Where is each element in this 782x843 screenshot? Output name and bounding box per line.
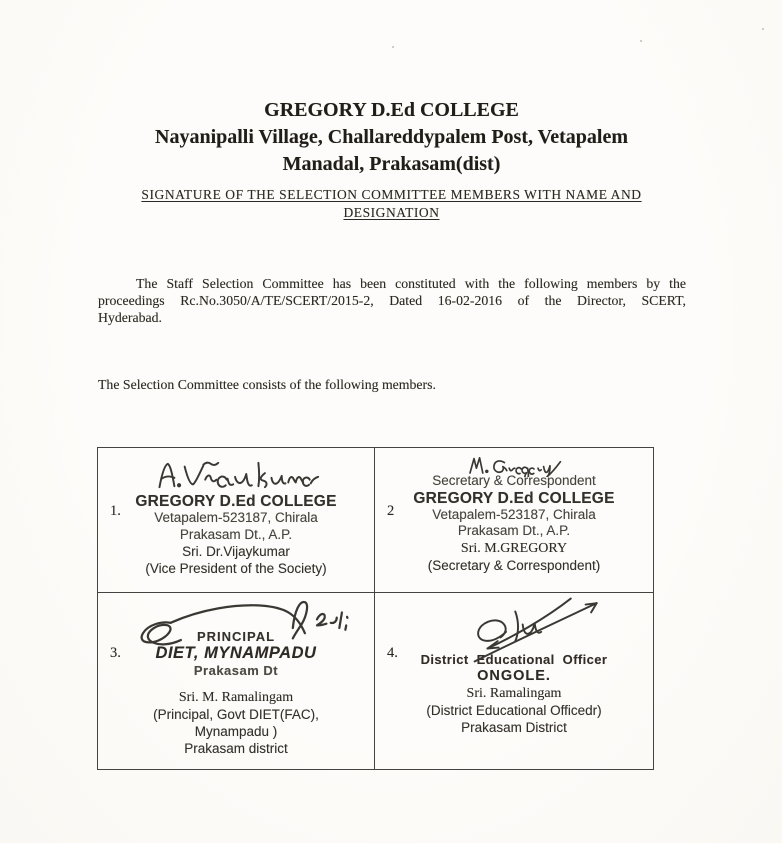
member-1-stamp-address1: Vetapalem-523187, Chirala (154, 510, 318, 525)
signature-table (97, 447, 654, 770)
member-4-stamp-place: ONGOLE. (477, 668, 551, 684)
member-2-stamp-address1: Vetapalem-523187, Chirala (432, 506, 596, 522)
subheading-line1: SIGNATURE OF THE SELECTION COMMITTEE MEMBERS WITH NAME AND (141, 187, 642, 202)
committee-cell-1 (98, 448, 375, 593)
member-4-signature-icon (433, 593, 628, 667)
college-name: GREGORY D.Ed COLLEGE (264, 99, 519, 121)
member-3-designation-line2: Mynampadu ) (194, 724, 278, 739)
member-4-number: 4. (387, 645, 398, 661)
member-3-designation-line1: (Principal, Govt DIET(FAC), (153, 707, 319, 722)
members-intro-paragraph: The Selection Committee consists of the following members. (98, 377, 436, 392)
member-4-designation-line2: Prakasam District (461, 720, 567, 735)
college-title (98, 97, 685, 178)
member-1-designation: (Vice President of the Society) (145, 561, 327, 576)
scan-speck (762, 28, 764, 30)
member-1-stamp-address2: Prakasam Dt., A.P. (179, 526, 293, 542)
member-2-content (375, 448, 653, 574)
college-address-line1: Nayanipalli Village, Challareddypalem Post, Vetapalem (155, 126, 628, 148)
spacer (98, 679, 374, 689)
member-2-name: Sri. M.GREGORY (460, 540, 568, 556)
member-1-content (98, 448, 374, 577)
member-1-number: 1. (110, 503, 121, 519)
member-1-stamp-college: GREGORY D.Ed COLLEGE (135, 493, 337, 510)
intro-line3: Hyderabad. (98, 309, 162, 325)
member-1-name: Sri. Dr.Vijaykumar (182, 544, 290, 559)
member-2-number: 2 (387, 503, 395, 519)
member-4-name: Sri. Ramalingam (466, 686, 562, 701)
committee-cell-3 (98, 593, 375, 769)
document-subheading (98, 186, 685, 222)
member-3-number: 3. (110, 645, 121, 661)
committee-cell-4 (375, 593, 653, 769)
intro-paragraph (98, 276, 686, 326)
scan-speck (640, 40, 642, 42)
member-4-stamp-office: District Educational Officer (420, 652, 608, 667)
college-address-line2: Manadal, Prakasam(dist) (282, 153, 501, 175)
member-3-name: Sri. M. Ramalingam (178, 690, 294, 705)
member-1-signature-icon (152, 457, 320, 493)
member-2-designation: (Secretary & Correspondent) (427, 557, 601, 573)
member-3-stamp-principal: PRINCIPAL (196, 629, 276, 644)
intro-line2: proceedings Rc.No.3050/A/TE/SCERT/2015-2, Dated 16-02-2016 of the Director, SCERT, (98, 292, 686, 308)
member-3-stamp-district: Prakasam Dt (193, 663, 279, 678)
subheading-line2: DESIGNATION (343, 205, 440, 220)
intro-line1: The Staff Selection Committee has been constituted with the following members by the (136, 276, 686, 291)
member-3-designation-line3: Prakasam district (184, 741, 288, 756)
committee-cell-2 (375, 448, 653, 593)
member-2-stamp-address2: Prakasam Dt., A.P. (457, 523, 571, 538)
member-2-stamp-role: Secretary & Correspondent (432, 473, 596, 488)
member-2-stamp-college: GREGORY D.Ed COLLEGE (413, 489, 615, 507)
member-3-stamp-diet: DIET, MYNAMPADU (155, 644, 317, 662)
scan-speck (392, 46, 394, 48)
member-3-signature-icon (121, 597, 351, 659)
member-4-designation-line1: (District Educational Officedr) (426, 703, 602, 718)
